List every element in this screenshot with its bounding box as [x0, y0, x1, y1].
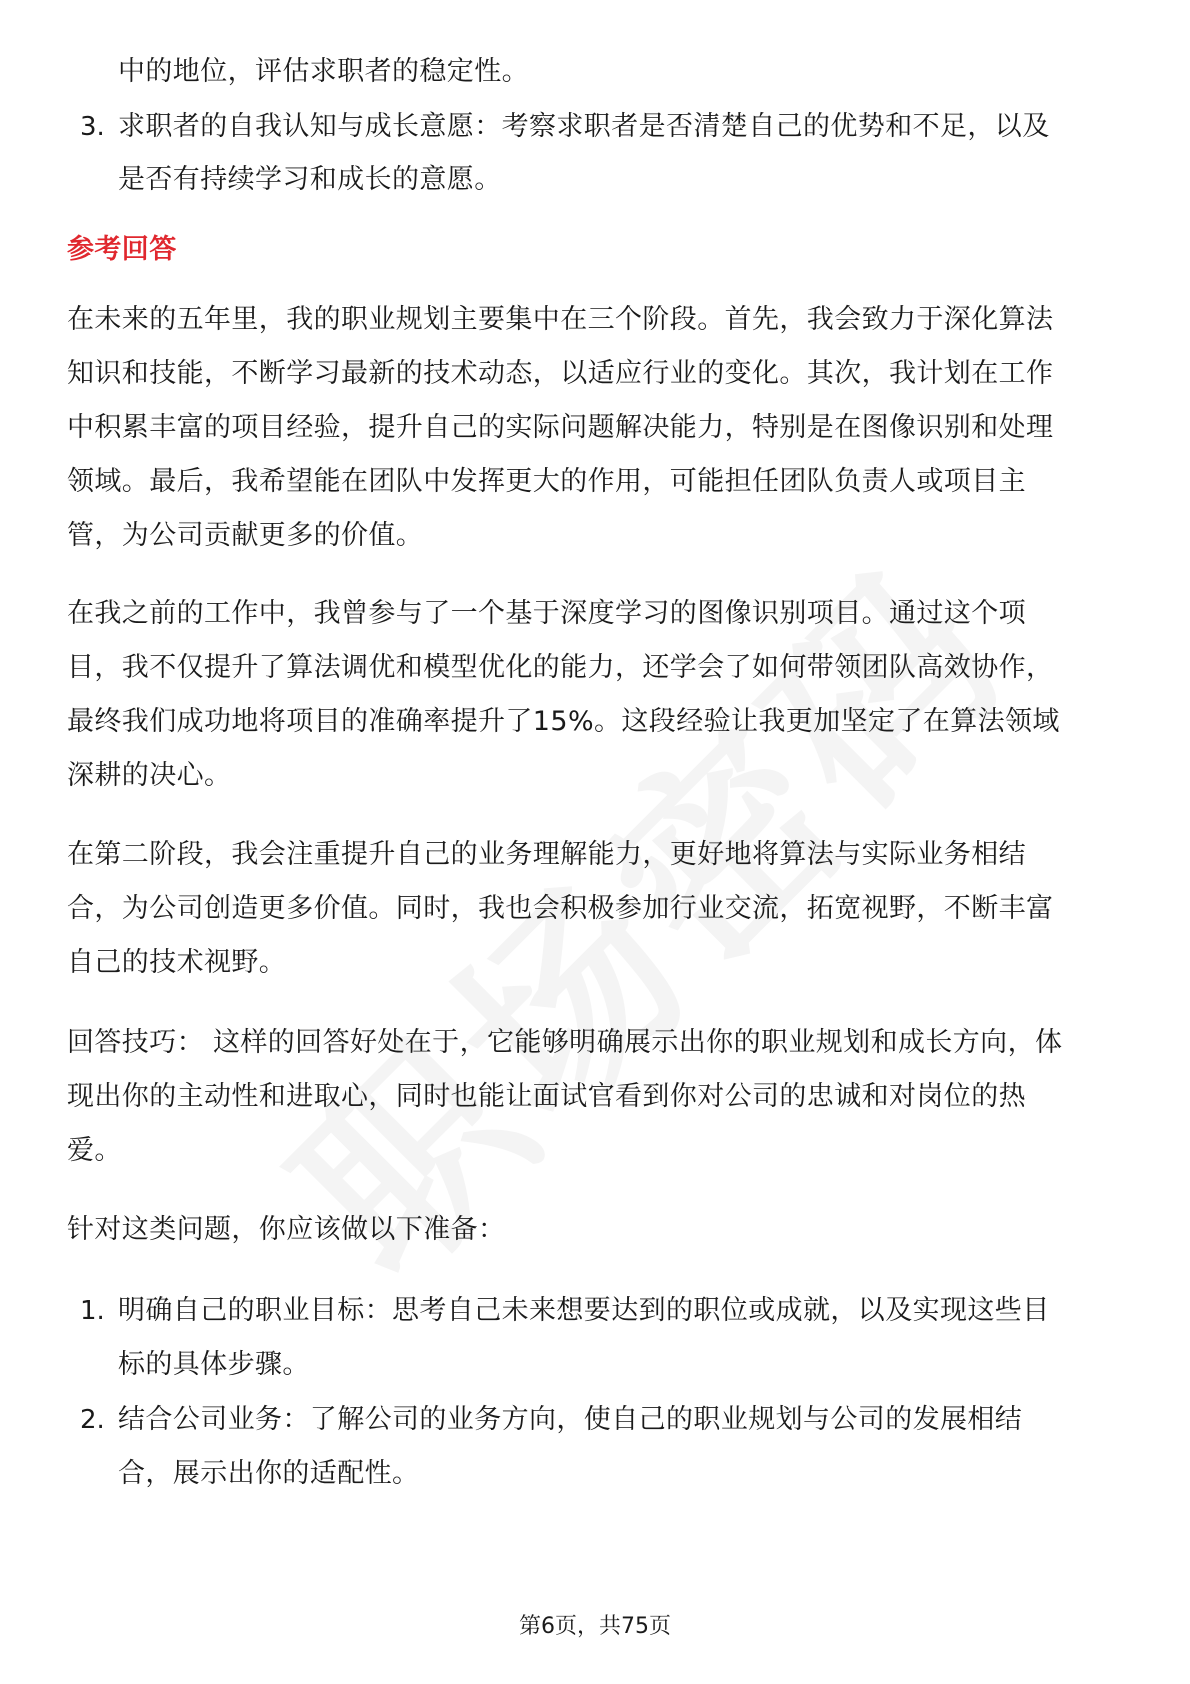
- list-item-1-line-1: 明确自己的职业目标：思考自己未来想要达到的职位或成就，以及实现这些目: [118, 1295, 1050, 1326]
- paragraph-3-line: 自己的技术视野。: [67, 947, 287, 978]
- list-item-2-line-2: 合，展示出你的适配性。: [118, 1458, 420, 1489]
- paragraph-2-line: 最终我们成功地将项目的准确率提升了15%。这段经验让我更加坚定了在算法领域: [67, 706, 1060, 737]
- paragraph-5: 针对这类问题，你应该做以下准备：: [67, 1214, 506, 1245]
- paragraph-1-line: 领域。最后，我希望能在团队中发挥更大的作用，可能担任团队负责人或项目主: [67, 466, 1026, 497]
- paragraph-4-line: 现出你的主动性和进取心，同时也能让面试官看到你对公司的忠诚和对岗位的热: [67, 1081, 1026, 1112]
- paragraph-1-line: 中积累丰富的项目经验，提升自己的实际问题解决能力，特别是在图像识别和处理: [67, 412, 1054, 443]
- paragraph-2-line: 目，我不仅提升了算法调优和模型优化的能力，还学会了如何带领团队高效协作，: [67, 652, 1054, 683]
- paragraph-4-line: 爱。: [67, 1135, 122, 1166]
- list-item-2-continuation: 中的地位，评估求职者的稳定性。: [118, 56, 529, 87]
- paragraph-1-line: 管，为公司贡献更多的价值。: [67, 520, 424, 551]
- list-item-3-number: 3.: [80, 112, 105, 142]
- list-item-2-line-1: 结合公司业务：了解公司的业务方向，使自己的职业规划与公司的发展相结: [118, 1404, 1023, 1435]
- page-number-footer: 第6页，共75页: [519, 1614, 671, 1639]
- section-heading: 参考回答: [67, 234, 177, 265]
- paragraph-2-line: 在我之前的工作中，我曾参与了一个基于深度学习的图像识别项目。通过这个项: [67, 598, 1026, 629]
- paragraph-3-line: 在第二阶段，我会注重提升自己的业务理解能力，更好地将算法与实际业务相结: [67, 839, 1026, 870]
- list-item-2-number: 2.: [80, 1405, 105, 1435]
- paragraph-4-line: 回答技巧： 这样的回答好处在于，它能够明确展示出你的职业规划和成长方向，体: [67, 1027, 1063, 1058]
- list-item-1-line-2: 标的具体步骤。: [118, 1349, 310, 1380]
- paragraph-2-line: 深耕的决心。: [67, 760, 232, 791]
- list-item-3-line-1: 求职者的自我认知与成长意愿：考察求职者是否清楚自己的优势和不足，以及: [118, 111, 1050, 142]
- paragraph-1-line: 知识和技能，不断学习最新的技术动态，以适应行业的变化。其次，我计划在工作: [67, 358, 1054, 389]
- paragraph-3-line: 合，为公司创造更多价值。同时，我也会积极参加行业交流，拓宽视野，不断丰富: [67, 893, 1054, 924]
- list-item-1-number: 1.: [80, 1296, 105, 1326]
- paragraph-1-line: 在未来的五年里，我的职业规划主要集中在三个阶段。首先，我会致力于深化算法: [67, 304, 1054, 335]
- list-item-3-line-2: 是否有持续学习和成长的意愿。: [118, 164, 502, 195]
